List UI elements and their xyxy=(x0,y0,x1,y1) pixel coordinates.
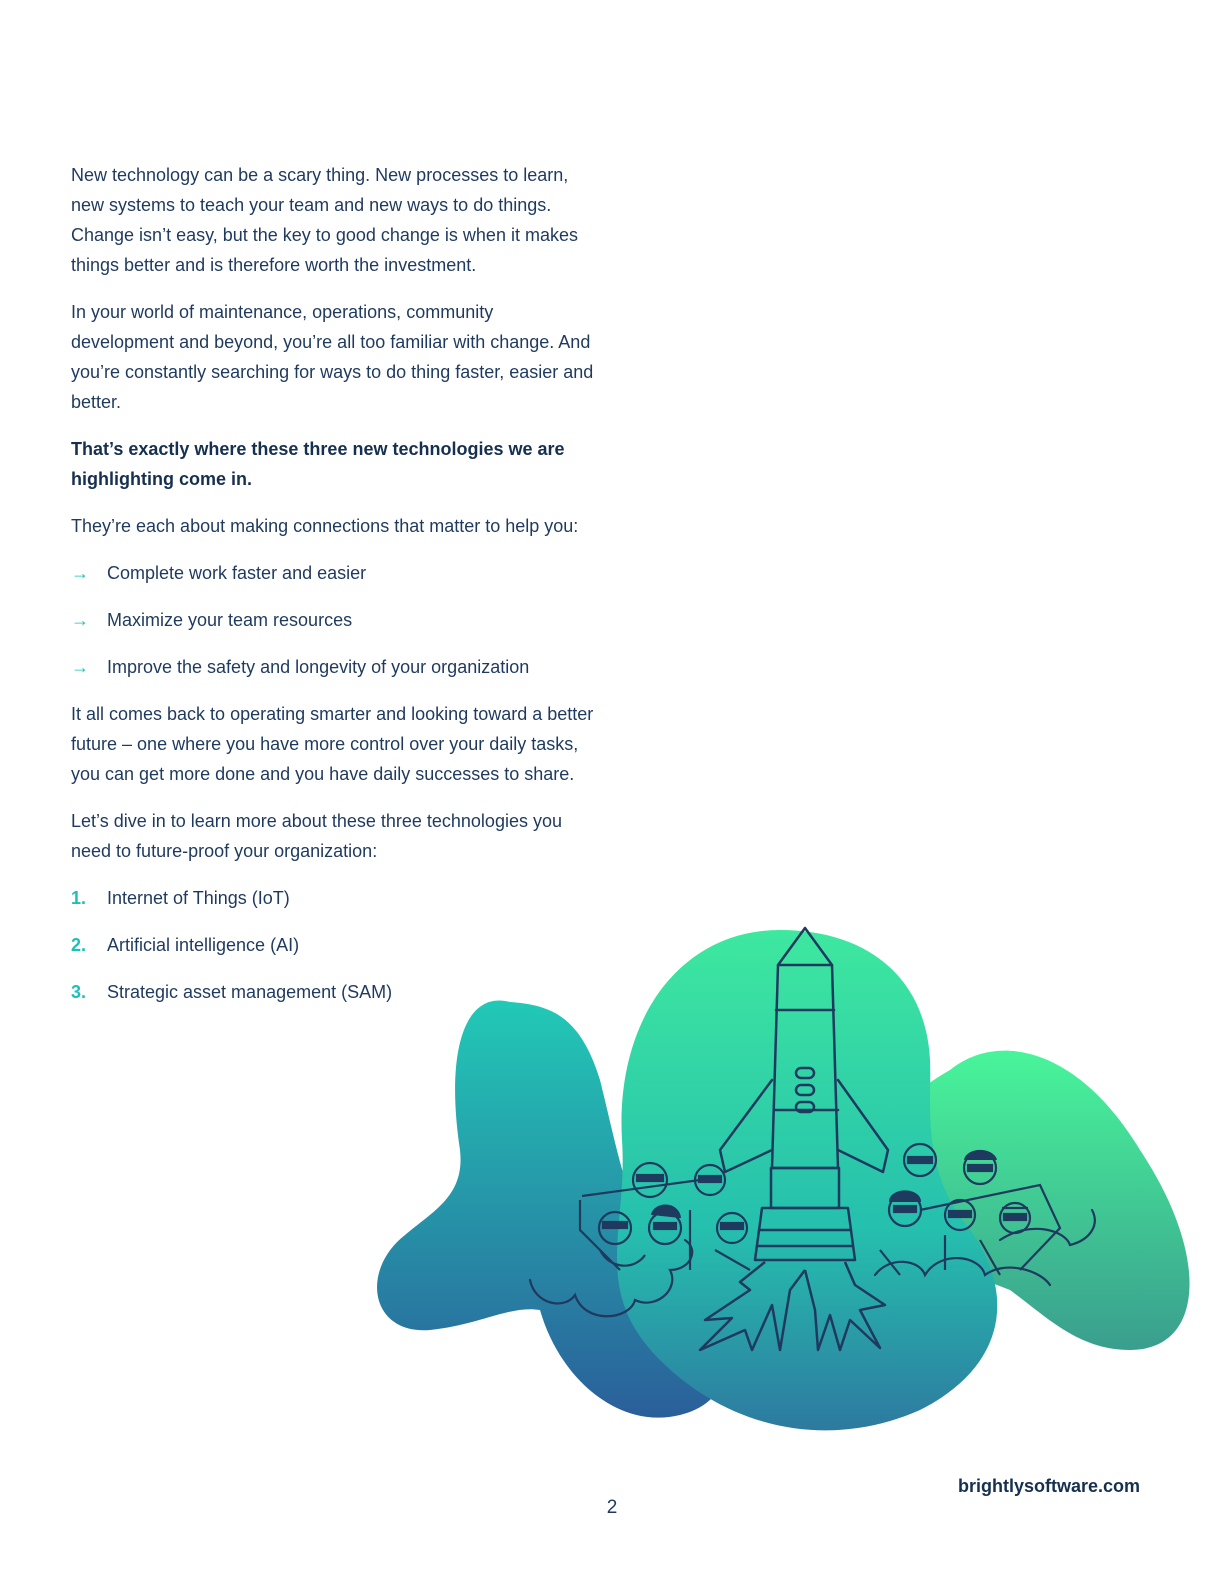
benefits-list xyxy=(71,558,601,682)
context-paragraph: In your world of maintenance, operations, community development and beyond, you’re all too familiar with change. And you’re constantly searching for ways to do thing faster, easier and better. xyxy=(71,302,594,412)
list-item-text: Maximize your team resources xyxy=(107,610,353,630)
list-item xyxy=(71,558,601,588)
rocket-launch-illustration xyxy=(360,910,1200,1450)
website-url[interactable]: brightlysoftware.com xyxy=(957,1476,1140,1496)
list-item-text: Improve the safety and longevity of your organization xyxy=(107,657,530,677)
dive-in-paragraph: Let’s dive in to learn more about these three technologies you need to future-proof your organization: xyxy=(71,811,562,861)
arrow-right-icon: → xyxy=(71,657,89,677)
list-item-text: Complete work faster and easier xyxy=(107,563,367,583)
list-item-text: Strategic asset management (SAM) xyxy=(107,982,393,1002)
list-item xyxy=(71,883,601,913)
intro-paragraph: New technology can be a scary thing. New processes to learn, new systems to teach your team and new ways to do things. Change isn’t easy, but the key to good change is when it makes things better and is therefore worth the investment. xyxy=(71,165,578,275)
connections-paragraph: They’re each about making connections that matter to help you: xyxy=(71,516,579,536)
arrow-right-icon: → xyxy=(71,563,89,583)
list-item xyxy=(71,605,601,635)
page-number: 2 xyxy=(606,1497,618,1518)
future-paragraph: It all comes back to operating smarter and looking toward a better future – one where you have more control over your daily tasks, you can get more done and you have daily successes to share. xyxy=(71,704,594,784)
list-number: 2. xyxy=(71,935,87,955)
list-number: 1. xyxy=(71,888,87,908)
arrow-right-icon: → xyxy=(71,610,89,630)
list-number: 3. xyxy=(71,982,87,1002)
highlight-paragraph: That’s exactly where these three new technologies we are highlighting come in. xyxy=(71,439,565,489)
body-content xyxy=(71,160,601,1024)
list-item-text: Internet of Things (IoT) xyxy=(107,888,290,908)
list-item xyxy=(71,652,601,682)
gradient-blobs xyxy=(377,930,1189,1430)
center-blob xyxy=(617,930,997,1430)
list-item-text: Artificial intelligence (AI) xyxy=(107,935,300,955)
